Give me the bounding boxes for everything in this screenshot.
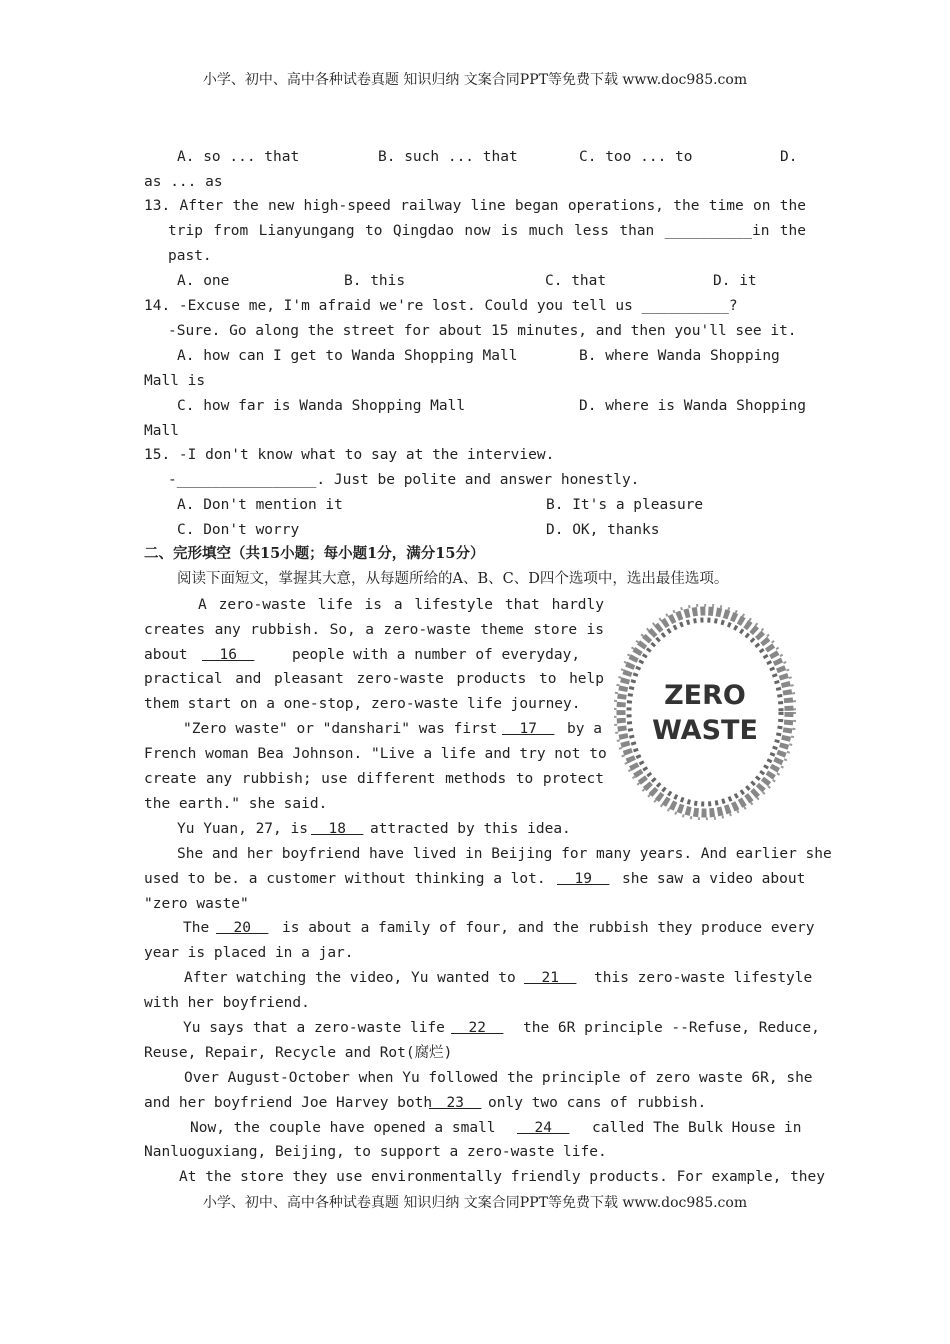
blank-16[interactable]: 16 <box>202 647 255 663</box>
p9-line-2: Nanluoguxiang, Beijing, to support a zero-waste life. <box>144 1144 607 1160</box>
q14-line-1: 14. -Excuse me, I'm afraid we're lost. Could you tell us __________? <box>144 298 738 314</box>
page-footer: 小学、初中、高中各种试卷真题 知识归纳 文案合同PPT等免费下载 www.doc985.com <box>202 1195 748 1211</box>
q15-option-b[interactable]: B. It's a pleasure <box>546 497 704 513</box>
q12-option-c[interactable]: C. too ... to <box>579 149 693 165</box>
q13-line-1: 13. After the new high-speed railway line began operations, the time on the <box>144 198 806 214</box>
q12-option-b[interactable]: B. such ... that <box>378 149 518 165</box>
q13-option-c[interactable]: C. that <box>545 273 607 289</box>
waste-text: WASTE <box>652 715 758 746</box>
q14-option-b[interactable]: B. where Wanda Shopping <box>579 348 780 364</box>
p1-line-1: A zero-waste life is a lifestyle that hardly <box>198 597 604 613</box>
p2-line-4: the earth." she said. <box>144 796 328 812</box>
q13-option-b[interactable]: B. this <box>344 273 406 289</box>
blank-18[interactable]: 18 <box>311 821 364 837</box>
p1-line-4: practical and pleasant zero-waste products to help <box>144 671 604 687</box>
blank-20[interactable]: 20 <box>216 920 269 936</box>
q15-option-a[interactable]: A. Don't mention it <box>177 497 343 513</box>
q15-option-c[interactable]: C. Don't worry <box>177 522 300 538</box>
q13-line-3: past. <box>168 248 212 264</box>
q14-option-a[interactable]: A. how can I get to Wanda Shopping Mall <box>177 348 518 364</box>
section-2-instruction: 阅读下面短文，掌握其大意，从每题所给的A、B、C、D四个选项中，选出最佳选项。 <box>177 571 729 587</box>
p7-line-2: Reuse, Repair, Recycle and Rot(腐烂) <box>144 1045 453 1061</box>
blank-22[interactable]: 22 <box>451 1020 504 1036</box>
q14-option-c[interactable]: C. how far is Wanda Shopping Mall <box>177 398 466 414</box>
q12-option-a[interactable]: A. so ... that <box>177 149 300 165</box>
p2-line-3: create any rubbish; use different methods to protect <box>144 771 604 787</box>
section-2-title: 二、完形填空（共15小题；每小题1分，满分15分） <box>144 545 485 562</box>
p5-line-2: year is placed in a jar. <box>144 945 354 961</box>
blank-17[interactable]: 17 <box>502 721 555 737</box>
zero-waste-image <box>614 604 796 820</box>
p4-line-1: She and her boyfriend have lived in Beijing for many years. And earlier she <box>177 846 832 862</box>
blank-21[interactable]: 21 <box>524 970 577 986</box>
q15-line-1: 15. -I don't know what to say at the interview. <box>144 447 555 463</box>
p1-line-2: creates any rubbish. So, a zero-waste theme store is <box>144 622 604 638</box>
zero-text: ZERO <box>664 680 746 711</box>
q13-line-2: trip from Lianyungang to Qingdao now is much less than __________in the <box>168 223 806 239</box>
p4-line-3: "zero waste" <box>144 896 249 912</box>
blank-24[interactable]: 24 <box>517 1120 570 1136</box>
q15-line-2: -________________. Just be polite and answer honestly. <box>168 472 640 488</box>
page-header: 小学、初中、高中各种试卷真题 知识归纳 文案合同PPT等免费下载 www.doc985.com <box>202 72 748 88</box>
p10-line-1: At the store they use environmentally friendly products. For example, they <box>179 1169 826 1185</box>
q13-option-a[interactable]: A. one <box>177 273 230 289</box>
q13-option-d[interactable]: D. it <box>713 273 757 289</box>
p2-line-2: French woman Bea Johnson. "Live a life and try not to <box>144 746 607 762</box>
p8-line-1: Over August-October when Yu followed the principle of zero waste 6R, she <box>184 1070 813 1086</box>
p6-line-2: with her boyfriend. <box>144 995 310 1011</box>
q14-line-2: -Sure. Go along the street for about 15 minutes, and then you'll see it. <box>168 323 797 339</box>
blank-19[interactable]: 19 <box>557 871 610 887</box>
p1-line-5: them start on a one-stop, zero-waste life journey. <box>144 696 581 712</box>
q14-option-d-cont: Mall <box>144 423 179 439</box>
q14-option-b-cont: Mall is <box>144 373 206 389</box>
q15-option-d[interactable]: D. OK, thanks <box>546 522 660 538</box>
q12-option-d[interactable]: D. <box>780 149 798 165</box>
q14-option-d[interactable]: D. where is Wanda Shopping <box>579 398 806 414</box>
q12-option-d-cont: as ... as <box>144 174 223 190</box>
blank-23[interactable]: 23 <box>429 1095 482 1111</box>
